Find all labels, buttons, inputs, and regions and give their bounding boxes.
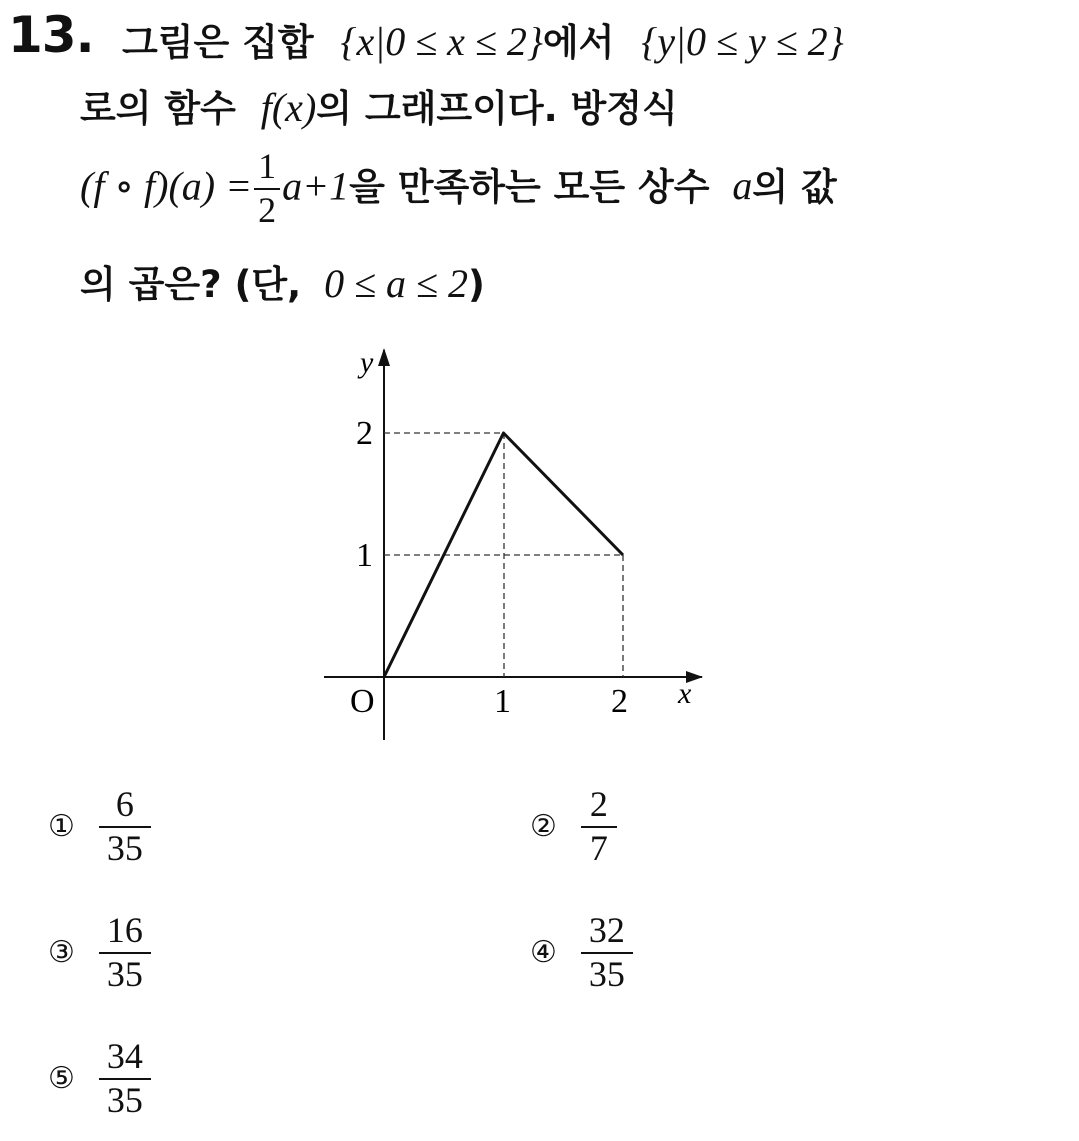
variable-a: a <box>732 163 753 209</box>
choice-1[interactable] <box>48 786 151 868</box>
fraction-denominator: 35 <box>106 827 143 868</box>
choice-fraction <box>99 912 151 994</box>
question-text: 그림은 집합 <box>122 21 314 64</box>
equation-fraction <box>254 148 280 230</box>
fraction-denominator: 2 <box>258 189 277 230</box>
question-text: 의 곱은? (단, <box>80 263 302 306</box>
choice-5[interactable] <box>48 1038 151 1120</box>
choice-marker: ⑤ <box>48 1061 75 1097</box>
function-graph <box>300 330 720 754</box>
function-notation: f(x) <box>260 85 317 130</box>
fraction-numerator: 34 <box>106 1036 143 1076</box>
question-text: ) <box>467 263 485 306</box>
choice-marker: ④ <box>530 935 557 971</box>
set-domain: {x|0 ≤ x ≤ 2} <box>340 19 543 64</box>
fraction-denominator: 35 <box>106 953 143 994</box>
fraction-numerator: 2 <box>589 784 608 824</box>
question-text: 에서 <box>542 21 615 64</box>
choice-marker: ③ <box>48 935 75 971</box>
choice-marker: ① <box>48 809 75 845</box>
equation-lhs: (f ∘ f)(a) = <box>80 163 253 209</box>
choice-4[interactable] <box>530 912 633 994</box>
question-line-3 <box>80 148 837 230</box>
question-line-1 <box>122 12 844 66</box>
choice-3[interactable] <box>48 912 151 994</box>
fraction-numerator: 32 <box>588 910 625 950</box>
y-axis-arrow <box>378 348 390 366</box>
y-tick-1: 1 <box>356 537 373 574</box>
fraction-denominator: 35 <box>588 953 625 994</box>
choice-2[interactable] <box>530 786 617 868</box>
fraction-numerator: 6 <box>115 784 134 824</box>
fraction-denominator: 35 <box>106 1079 143 1120</box>
fraction-numerator: 1 <box>258 146 277 186</box>
question-text: 을 만족하는 모든 상수 <box>349 165 710 209</box>
question-line-4 <box>80 254 485 308</box>
graph-svg <box>300 330 720 750</box>
y-axis-label: y <box>360 346 374 379</box>
question-text: 의 값 <box>752 165 837 209</box>
x-tick-2: 2 <box>611 683 628 720</box>
y-tick-2: 2 <box>356 415 373 452</box>
choice-fraction <box>99 786 151 868</box>
choice-fraction <box>99 1038 151 1120</box>
fraction-numerator: 16 <box>106 910 143 950</box>
choice-fraction <box>581 912 633 994</box>
choice-fraction <box>581 786 617 868</box>
x-axis-label: x <box>678 677 692 710</box>
question-text: 의 그래프이다. 방정식 <box>316 87 678 130</box>
question-line-2 <box>80 78 678 132</box>
origin-label: O <box>350 683 375 720</box>
question-number: 13. <box>8 6 94 64</box>
fraction-denominator: 7 <box>589 827 608 868</box>
condition: 0 ≤ a ≤ 2 <box>324 261 468 306</box>
question-text: 로의 함수 <box>80 87 236 130</box>
equation-rhs: a+1 <box>282 163 350 209</box>
choice-marker: ② <box>530 809 557 845</box>
x-tick-1: 1 <box>494 683 511 720</box>
set-codomain: {y|0 ≤ y ≤ 2} <box>641 19 844 64</box>
